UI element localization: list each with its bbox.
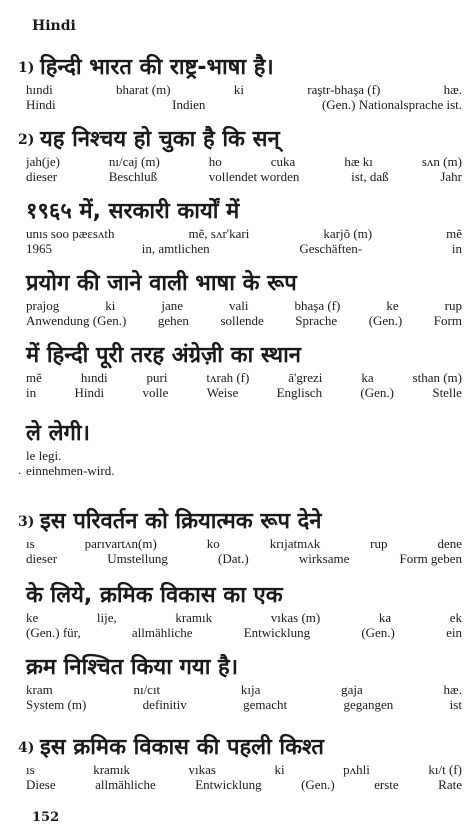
german-word: (Gen.) <box>301 777 335 792</box>
sentence-block-7 <box>18 508 462 566</box>
german-word: sollende <box>220 313 264 328</box>
german-word: (Gen.) für, <box>26 625 81 640</box>
sentence-block-8 <box>26 582 462 640</box>
sentence-number: 4) <box>18 740 35 756</box>
translit-word: sthan (m) <box>412 370 462 385</box>
translit-word: karjõ (m) <box>323 226 373 241</box>
sentence-number: 1) <box>18 60 35 76</box>
german-line <box>26 169 462 184</box>
page-number: 152 <box>32 810 60 825</box>
german-word: Form <box>433 313 462 328</box>
german-word: einnehmen-wird. <box>26 463 115 478</box>
german-word: ist, daß <box>351 169 389 184</box>
transliteration-line <box>26 682 462 697</box>
german-word: vollendet worden <box>208 169 300 184</box>
translit-word: jane <box>161 298 183 313</box>
translit-word: tʌrah (f) <box>206 370 250 385</box>
translit-word: ki <box>274 762 285 777</box>
translit-word: ke <box>26 610 39 625</box>
transliteration-line <box>26 536 462 551</box>
devanagari-line: क्रम निश्चित किया गया है। <box>26 655 239 680</box>
german-word: Umstellung <box>107 551 168 566</box>
transliteration-line <box>26 298 462 313</box>
german-word: Diese <box>26 777 56 792</box>
german-word: gegangen <box>343 697 394 712</box>
translit-word: vıkas (m) <box>270 610 321 625</box>
german-line <box>26 97 462 112</box>
translit-word: lije, <box>96 610 117 625</box>
german-word: 1965 <box>26 241 52 256</box>
devanagari-line: प्रयोग की जाने वाली भाषा के रूप <box>26 271 297 296</box>
german-word: erste <box>374 777 399 792</box>
german-word: in, amtlichen <box>141 241 210 256</box>
german-line <box>26 777 462 792</box>
sentence-block-10 <box>18 734 462 792</box>
german-line <box>26 385 462 400</box>
transliteration-line <box>26 82 462 97</box>
sentence-block-5 <box>26 342 462 400</box>
page-header: Hindi <box>32 18 76 34</box>
translit-word: ka <box>361 370 374 385</box>
german-word: Indien <box>172 97 206 112</box>
german-word: (Dat.) <box>218 551 249 566</box>
german-line <box>26 241 462 256</box>
german-word: in <box>451 241 462 256</box>
german-line <box>26 551 462 566</box>
translit-word: dene <box>437 536 462 551</box>
transliteration-line <box>26 762 462 777</box>
german-word: in <box>26 385 37 400</box>
translit-word: cuka <box>270 154 296 169</box>
translit-word: ki <box>105 298 116 313</box>
german-word: Englisch <box>276 385 323 400</box>
sentence-block-6 <box>26 420 462 478</box>
german-word: allmähliche <box>131 625 193 640</box>
german-word: Weise <box>206 385 239 400</box>
translit-word: mẽ, sʌr'kari <box>188 226 250 241</box>
sentence-number: 2) <box>18 132 35 148</box>
translit-word: ka <box>378 610 392 625</box>
german-word: ein <box>446 625 462 640</box>
translit-word: ek <box>449 610 462 625</box>
translit-word: kramık <box>175 610 213 625</box>
sentence-block-3 <box>26 198 462 256</box>
translit-word: mẽ <box>446 226 462 241</box>
german-word: Hindi <box>74 385 105 400</box>
translit-word: kram <box>26 682 53 697</box>
german-word: (Gen.) <box>368 313 403 328</box>
sentence-block-1 <box>18 54 462 112</box>
transliteration-line <box>26 370 462 385</box>
devanagari-line: यह निश्चय हो चुका है कि सन् <box>40 127 280 152</box>
german-line <box>26 697 462 712</box>
translit-word: kramık <box>93 762 131 777</box>
translit-word: ā'grezi <box>288 370 323 385</box>
german-word: gemacht <box>243 697 288 712</box>
devanagari-line: के लिये, क्रमिक विकास का एक <box>26 583 283 608</box>
translit-word: raştr-bhaşa (f) <box>307 82 381 97</box>
translit-word: ıs <box>26 536 35 551</box>
translit-word: ki <box>233 82 244 97</box>
transliteration-line <box>26 226 462 241</box>
translit-word: unıs soo pæɛsʌth <box>26 226 115 241</box>
german-word: Sprache <box>295 313 338 328</box>
german-word: Jahr <box>440 169 462 184</box>
sentence-block-4 <box>26 270 462 328</box>
translit-word: mẽ <box>26 370 42 385</box>
translit-word: vali <box>229 298 249 313</box>
translit-word: bhaşa (f) <box>294 298 341 313</box>
german-word: dieser <box>26 169 58 184</box>
german-word: (Gen.) Nationalsprache ist. <box>321 97 462 112</box>
german-word: wirksame <box>298 551 350 566</box>
translit-word: rup <box>370 536 388 551</box>
translit-word: rup <box>444 298 462 313</box>
translit-word: hæ. <box>443 82 462 97</box>
devanagari-line: इस परिवर्तन को क्रियात्मक रूप देने <box>40 509 322 534</box>
translit-word: kı/t (f) <box>428 762 462 777</box>
german-line <box>26 463 462 478</box>
german-line <box>26 313 462 328</box>
german-word: allmähliche <box>95 777 156 792</box>
german-word: Rate <box>438 777 462 792</box>
translit-word: bharat (m) <box>116 82 171 97</box>
translit-word: pʌhli <box>343 762 370 777</box>
german-word: Geschäften- <box>299 241 363 256</box>
german-word: dieser <box>26 551 58 566</box>
transliteration-line <box>26 154 462 169</box>
german-word: (Gen.) <box>360 385 394 400</box>
translit-word: ho <box>208 154 222 169</box>
translit-word: ke <box>386 298 399 313</box>
stray-mark: · <box>18 467 22 480</box>
translit-word: krıjatmʌk <box>269 536 321 551</box>
german-line <box>26 625 462 640</box>
translit-word: puri <box>146 370 168 385</box>
devanagari-line: में हिन्दी पूरी तरह अंग्रेज़ी का स्थान <box>26 343 301 368</box>
translit-word: vıkas <box>188 762 216 777</box>
translit-word: prajog <box>26 298 60 313</box>
translit-word: le legi. <box>26 448 62 463</box>
devanagari-line: हिन्दी भारत की राष्ट्र-भाषा है। <box>40 55 274 80</box>
german-word: ist <box>449 697 462 712</box>
translit-word: hındi <box>26 82 53 97</box>
sentence-number: 3) <box>18 514 35 530</box>
german-word: (Gen.) <box>361 625 395 640</box>
devanagari-line: १९६५ में, सरकारी कार्यों में <box>26 199 240 224</box>
german-word: gehen <box>157 313 189 328</box>
german-word: Stelle <box>432 385 462 400</box>
translit-word: ıs <box>26 762 35 777</box>
translit-word: hæ. <box>443 682 462 697</box>
translit-word: hæ kı <box>344 154 373 169</box>
german-word: Entwicklung <box>243 625 311 640</box>
transliteration-line <box>26 448 462 463</box>
translit-word: nı/cıt <box>133 682 161 697</box>
devanagari-line: इस क्रमिक विकास की पहली किश्त <box>40 735 324 760</box>
german-word: Form geben <box>399 551 462 566</box>
german-word: volle <box>142 385 169 400</box>
sentence-block-2 <box>18 126 462 184</box>
devanagari-line: ले लेगी। <box>26 421 90 446</box>
german-word: Entwicklung <box>195 777 262 792</box>
sentence-block-9 <box>26 654 462 712</box>
german-word: Anwendung (Gen.) <box>26 313 127 328</box>
translit-word: gaja <box>341 682 363 697</box>
translit-word: kıja <box>240 682 261 697</box>
german-word: Hindi <box>26 97 56 112</box>
translit-word: parıvartʌn(m) <box>84 536 157 551</box>
translit-word: nı/caj (m) <box>108 154 160 169</box>
translit-word: ko <box>206 536 220 551</box>
translit-word: hındi <box>80 370 108 385</box>
translit-word: sʌn (m) <box>421 154 462 169</box>
transliteration-line <box>26 610 462 625</box>
german-word: definitiv <box>142 697 187 712</box>
translit-word: jah(je) <box>26 154 60 169</box>
german-word: Beschluß <box>108 169 158 184</box>
german-word: System (m) <box>26 697 87 712</box>
